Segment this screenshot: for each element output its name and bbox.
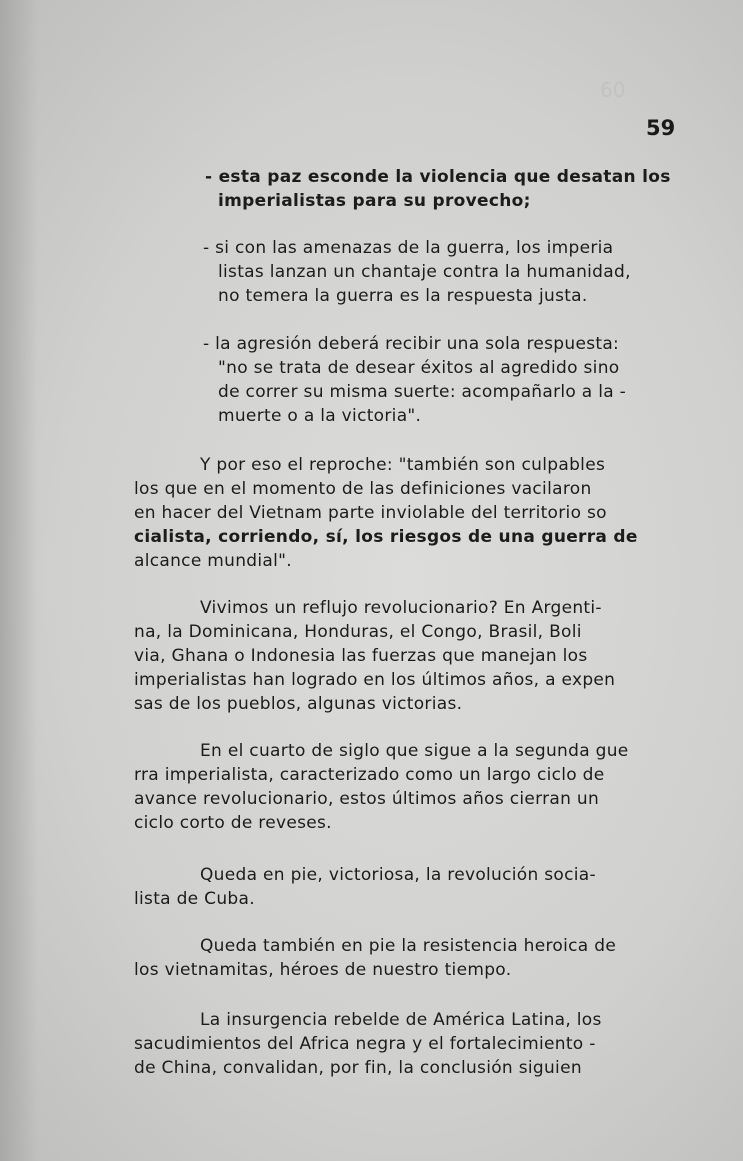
- page-edge-shadow: [0, 0, 38, 1161]
- text-line: Queda también en pie la resistencia heroica de: [200, 936, 617, 956]
- text-line: - la agresión deberá recibir una sola respuesta:: [203, 334, 620, 354]
- text-line: no temera la guerra es la respuesta justa.: [218, 286, 588, 306]
- text-line: en hacer del Vietnam parte inviolable del territorio so: [134, 503, 607, 523]
- text-line: - esta paz esconde la violencia que desatan los: [205, 167, 671, 187]
- text-line: cialista, corriendo, sí, los riesgos de una guerra de: [134, 527, 638, 547]
- text-line: En el cuarto de siglo que sigue a la segunda gue: [200, 741, 629, 761]
- text-line: avance revolucionario, estos últimos años cierran un: [134, 789, 600, 809]
- page-number: 59: [646, 116, 676, 140]
- text-line: listas lanzan un chantaje contra la humanidad,: [218, 262, 631, 282]
- text-line: lista de Cuba.: [134, 889, 255, 909]
- text-line: Vivimos un reflujo revolucionario? En Argenti-: [200, 598, 602, 618]
- text-line: sas de los pueblos, algunas victorias.: [134, 694, 463, 714]
- text-line: na, la Dominicana, Honduras, el Congo, Brasil, Boli: [134, 622, 582, 642]
- text-line: La insurgencia rebelde de América Latina, los: [200, 1010, 602, 1030]
- text-line: via, Ghana o Indonesia las fuerzas que manejan los: [134, 646, 588, 666]
- text-line: Y por eso el reproche: "también son culpables: [200, 455, 606, 475]
- text-line: sacudimientos del Africa negra y el fortalecimiento -: [134, 1034, 596, 1054]
- text-line: alcance mundial".: [134, 551, 292, 571]
- text-line: imperialistas para su provecho;: [218, 191, 531, 211]
- bleed-through-page-number: 60: [600, 78, 626, 102]
- text-line: los que en el momento de las definiciones vacilaron: [134, 479, 592, 499]
- text-line: - si con las amenazas de la guerra, los imperia: [203, 238, 614, 258]
- text-line: muerte o a la victoria".: [218, 406, 422, 426]
- text-line: Queda en pie, victoriosa, la revolución socia-: [200, 865, 596, 885]
- text-line: rra imperialista, caracterizado como un largo ciclo de: [134, 765, 605, 785]
- text-line: de correr su misma suerte: acompañarlo a la -: [218, 382, 627, 402]
- text-line: de China, convalidan, por fin, la conclusión siguien: [134, 1058, 582, 1078]
- text-line: los vietnamitas, héroes de nuestro tiempo.: [134, 960, 512, 980]
- text-line: "no se trata de desear éxitos al agredido sino: [218, 358, 620, 378]
- text-line: imperialistas han logrado en los últimos años, a expen: [134, 670, 616, 690]
- text-line: ciclo corto de reveses.: [134, 813, 332, 833]
